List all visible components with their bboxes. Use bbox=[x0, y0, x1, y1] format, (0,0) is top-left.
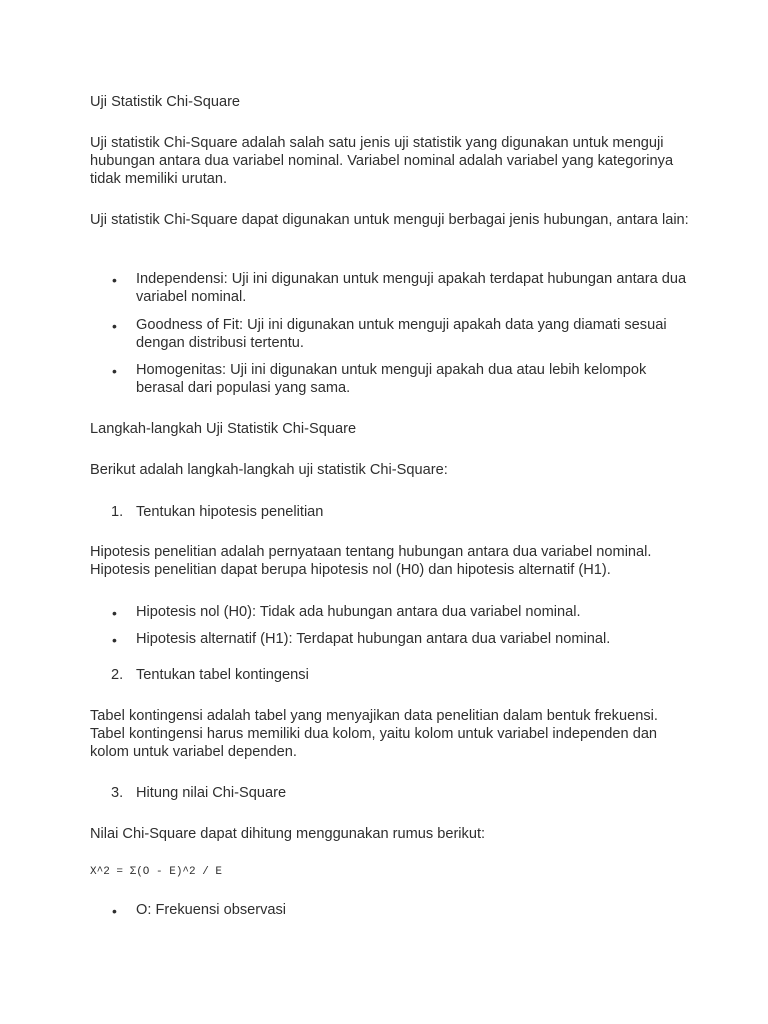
bullet-icon: • bbox=[112, 903, 117, 919]
list-item-homogenitas: Homogenitas: Uji ini digunakan untuk menguji apakah dua atau lebih kelompok berasal dari populasi yang sama. bbox=[136, 362, 647, 396]
bullet-icon: • bbox=[112, 605, 117, 621]
step-number-3: 3. bbox=[111, 785, 124, 801]
steps-heading: Langkah-langkah Uji Statistik Chi-Square bbox=[90, 421, 357, 437]
bullet-icon: • bbox=[112, 632, 117, 648]
intro-paragraph-1: Uji statistik Chi-Square adalah salah satu jenis uji statistik yang digunakan untuk menguji hubungan antara dua variabel nominal. Variabel nominal adalah variabel yang kategorinya tidak memiliki urutan. bbox=[90, 135, 674, 187]
step-3-paragraph: Nilai Chi-Square dapat dihitung menggunakan rumus berikut: bbox=[90, 826, 486, 842]
chi-square-formula: X^2 = Σ(O - E)^2 / E bbox=[90, 866, 223, 878]
list-item-h0: Hipotesis nol (H0): Tidak ada hubungan antara dua variabel nominal. bbox=[136, 604, 581, 620]
list-item-independensi: Independensi: Uji ini digunakan untuk menguji apakah terdapat hubungan antara dua variabel nominal. bbox=[136, 271, 687, 305]
bullet-icon: • bbox=[112, 318, 117, 334]
step-number-1: 1. bbox=[111, 504, 124, 520]
steps-intro: Berikut adalah langkah-langkah uji statistik Chi-Square: bbox=[90, 462, 448, 478]
step-1-title: Tentukan hipotesis penelitian bbox=[136, 504, 324, 520]
list-item-observed-frequency: O: Frekuensi observasi bbox=[136, 902, 287, 918]
step-number-2: 2. bbox=[111, 667, 124, 683]
step-2-title: Tentukan tabel kontingensi bbox=[136, 667, 309, 683]
bullet-icon: • bbox=[112, 363, 117, 379]
intro-paragraph-2: Uji statistik Chi-Square dapat digunakan untuk menguji berbagai jenis hubungan, antara lain: bbox=[90, 212, 689, 228]
step-1-paragraph: Hipotesis penelitian adalah pernyataan tentang hubungan antara dua variabel nominal. Hipotesis penelitian dapat berupa hipotesis nol (H0) dan hipotesis alternatif (H1). bbox=[90, 544, 652, 578]
step-3-title: Hitung nilai Chi-Square bbox=[136, 785, 287, 801]
document-title: Uji Statistik Chi-Square bbox=[90, 94, 241, 110]
list-item-h1: Hipotesis alternatif (H1): Terdapat hubungan antara dua variabel nominal. bbox=[136, 631, 611, 647]
list-item-goodness-of-fit: Goodness of Fit: Uji ini digunakan untuk menguji apakah data yang diamati sesuai dengan distribusi tertentu. bbox=[136, 317, 667, 351]
bullet-icon: • bbox=[112, 272, 117, 288]
step-2-paragraph: Tabel kontingensi adalah tabel yang menyajikan data penelitian dalam bentuk frekuensi. Tabel kontingensi harus memiliki dua kolom, yaitu kolom untuk variabel independen dan kolom untuk variabel dependen. bbox=[90, 708, 658, 760]
